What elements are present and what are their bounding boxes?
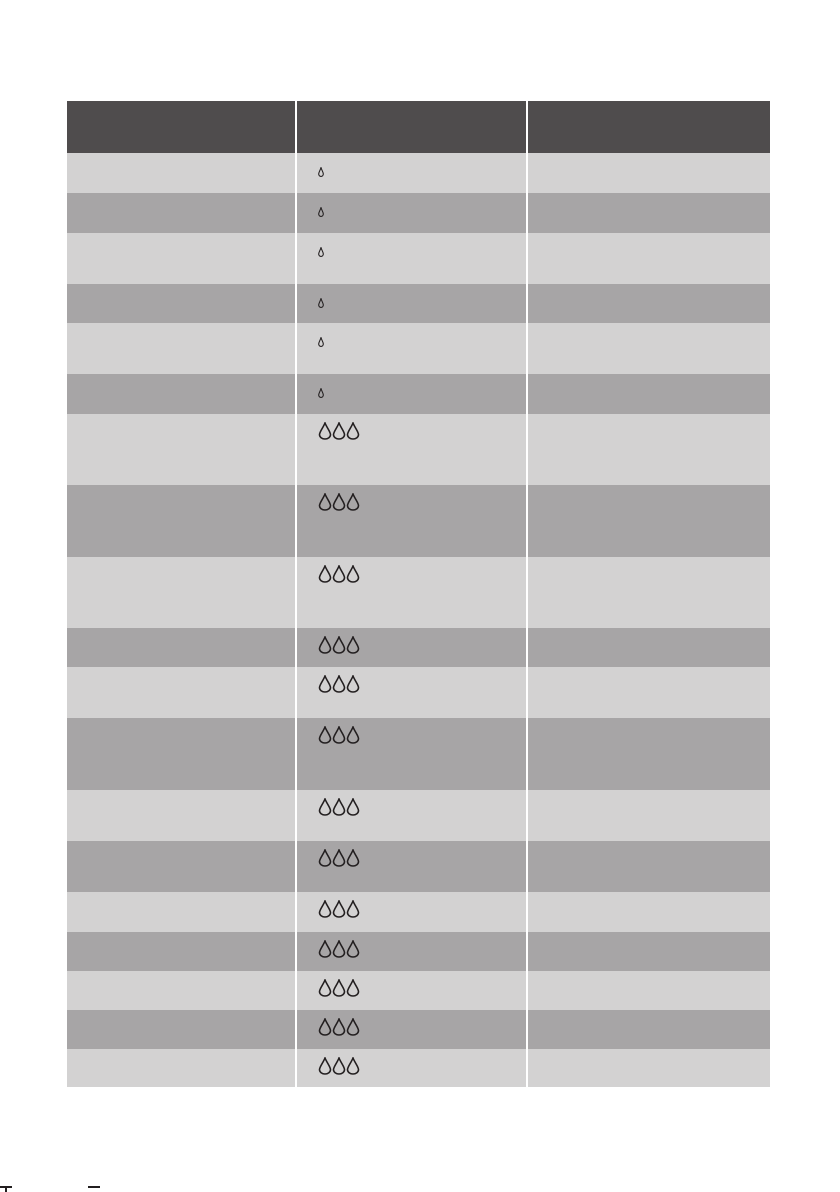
header-cell [67, 101, 296, 153]
water-icon-wrap [318, 675, 360, 693]
table-row [67, 284, 770, 323]
table-cell [527, 841, 770, 892]
table-row [67, 892, 770, 932]
table-row [67, 667, 770, 718]
water-icon-wrap [318, 636, 360, 654]
water-cell [296, 971, 527, 1010]
table-row [67, 628, 770, 667]
table-cell [527, 790, 770, 841]
table-cell [67, 841, 296, 892]
table-cell [67, 233, 296, 284]
table-cell [67, 1010, 296, 1049]
table-header-row [67, 101, 770, 153]
table-cell [67, 374, 296, 414]
triple-water-drops-icon [318, 726, 360, 744]
single-water-drop-icon [318, 247, 324, 257]
table-cell [67, 414, 296, 485]
table-cell [67, 667, 296, 718]
table-cell [67, 718, 296, 790]
table-cell [67, 932, 296, 971]
table-row [67, 1010, 770, 1049]
table-cell [527, 414, 770, 485]
table-cell [67, 485, 296, 557]
water-icon-wrap [318, 1057, 360, 1075]
water-cell [296, 153, 527, 193]
water-cell [296, 557, 527, 628]
water-cell [296, 323, 527, 374]
triple-water-drops-icon [318, 979, 360, 997]
table-row [67, 233, 770, 284]
table-cell [527, 284, 770, 323]
table-row [67, 193, 770, 233]
water-icon-wrap [318, 207, 324, 217]
water-icon-wrap [318, 422, 360, 440]
water-cell [296, 667, 527, 718]
water-icon-wrap [318, 940, 360, 958]
table-cell [67, 284, 296, 323]
table-cell [527, 233, 770, 284]
water-cell [296, 374, 527, 414]
table-row [67, 1049, 770, 1087]
table-cell [527, 1010, 770, 1049]
water-icon-wrap [318, 388, 324, 398]
triple-water-drops-icon [318, 849, 360, 867]
water-cell [296, 932, 527, 971]
table-cell [67, 628, 296, 667]
water-icon-wrap [318, 247, 324, 257]
water-cell [296, 414, 527, 485]
water-icon-wrap [318, 849, 360, 867]
table-cell [67, 1049, 296, 1087]
triple-water-drops-icon [318, 1057, 360, 1075]
table-row [67, 932, 770, 971]
triple-water-drops-icon [318, 940, 360, 958]
water-icon-wrap [318, 493, 360, 511]
single-water-drop-icon [318, 167, 324, 177]
table-cell [527, 374, 770, 414]
water-cell [296, 193, 527, 233]
table-cell [527, 718, 770, 790]
table-row [67, 414, 770, 485]
triple-water-drops-icon [318, 900, 360, 918]
table-row [67, 374, 770, 414]
table-row [67, 485, 770, 557]
triple-water-drops-icon [318, 422, 360, 440]
header-cell [296, 101, 527, 153]
water-cell [296, 790, 527, 841]
water-icon-wrap [318, 1018, 360, 1036]
single-water-drop-icon [318, 388, 324, 398]
water-icon-wrap [318, 298, 324, 308]
table-cell [527, 557, 770, 628]
water-icon-wrap [318, 726, 360, 744]
water-icon-wrap [318, 798, 360, 816]
table-cell [527, 193, 770, 233]
table-row [67, 718, 770, 790]
triple-water-drops-icon [318, 798, 360, 816]
table-cell [67, 557, 296, 628]
table-cell [67, 892, 296, 932]
water-cell [296, 1049, 527, 1087]
table-cell [527, 932, 770, 971]
water-cell [296, 1010, 527, 1049]
water-cell [296, 628, 527, 667]
water-cell [296, 233, 527, 284]
table-cell [527, 892, 770, 932]
table-row [67, 841, 770, 892]
single-water-drop-icon [318, 298, 324, 308]
table-row [67, 153, 770, 193]
table-cell [67, 971, 296, 1010]
water-cell [296, 718, 527, 790]
table-row [67, 323, 770, 374]
table-cell [527, 667, 770, 718]
table-cell [67, 193, 296, 233]
water-icon-wrap [318, 167, 324, 177]
water-icon-wrap [318, 337, 324, 347]
triple-water-drops-icon [318, 636, 360, 654]
table-cell [527, 628, 770, 667]
triple-water-drops-icon [318, 493, 360, 511]
table-row [67, 971, 770, 1010]
table-row [67, 557, 770, 628]
table-cell [527, 153, 770, 193]
table-row [67, 790, 770, 841]
header-cell [527, 101, 770, 153]
table-cell [527, 1049, 770, 1087]
page-footer-marks [0, 1186, 100, 1192]
water-icon-wrap [318, 979, 360, 997]
triple-water-drops-icon [318, 675, 360, 693]
programme-table [67, 101, 770, 1087]
table-cell [527, 323, 770, 374]
water-cell [296, 485, 527, 557]
triple-water-drops-icon [318, 565, 360, 583]
water-icon-wrap [318, 900, 360, 918]
water-cell [296, 284, 527, 323]
single-water-drop-icon [318, 207, 324, 217]
table-cell [527, 971, 770, 1010]
single-water-drop-icon [318, 337, 324, 347]
water-cell [296, 841, 527, 892]
table-cell [67, 790, 296, 841]
table-body [67, 153, 770, 1087]
triple-water-drops-icon [318, 1018, 360, 1036]
table-cell [67, 323, 296, 374]
table-cell [527, 485, 770, 557]
water-cell [296, 892, 527, 932]
water-icon-wrap [318, 565, 360, 583]
table-cell [67, 153, 296, 193]
